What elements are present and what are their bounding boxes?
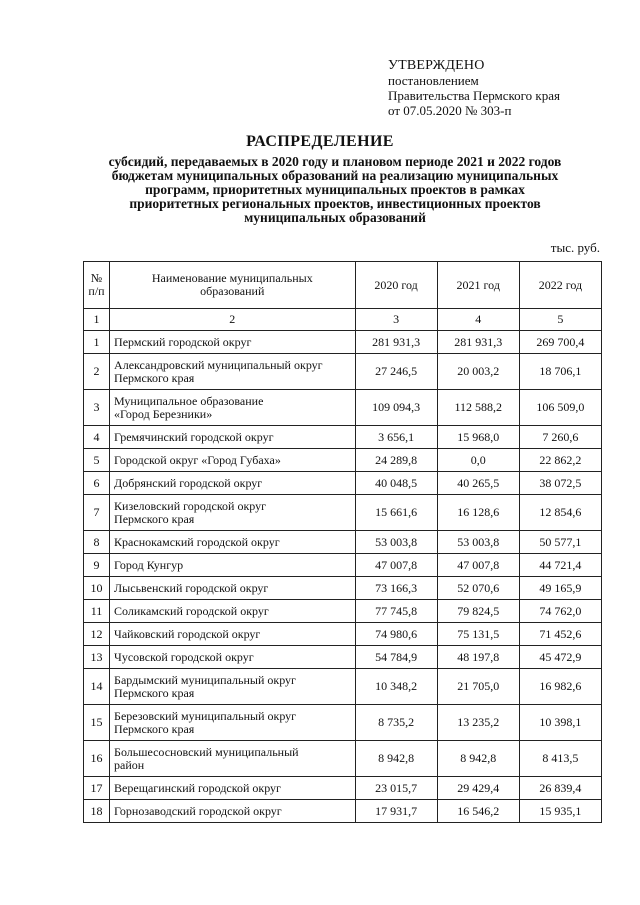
value-2021: 16 128,6 — [437, 495, 519, 531]
value-2020: 27 246,5 — [355, 354, 437, 390]
table-row — [84, 623, 602, 646]
approval-title: УТВЕРЖДЕНО — [388, 58, 485, 73]
value-2022: 16 982,6 — [519, 669, 601, 705]
row-name-line: Пермского края — [114, 511, 195, 526]
subtitle-line: приоритетных региональных проектов, инвестиционных проектов — [129, 196, 541, 211]
value-2022: 269 700,4 — [519, 331, 601, 354]
row-name-line: Чусовской городской округ — [114, 649, 254, 664]
table-row — [84, 800, 602, 823]
row-name-line: Большесосновский муниципальный — [114, 744, 299, 759]
column-index: 1 — [84, 309, 110, 331]
header-name-line: образований — [200, 284, 265, 298]
value-2020: 24 289,8 — [355, 449, 437, 472]
value-2022: 74 762,0 — [519, 600, 601, 623]
row-name — [110, 646, 355, 669]
value-2020: 15 661,6 — [355, 495, 437, 531]
row-number: 15 — [84, 705, 110, 741]
table-row — [84, 669, 602, 705]
value-2021: 13 235,2 — [437, 705, 519, 741]
row-number: 12 — [84, 623, 110, 646]
value-2022: 18 706,1 — [519, 354, 601, 390]
value-2021: 112 588,2 — [437, 390, 519, 426]
value-2021: 20 003,2 — [437, 354, 519, 390]
row-name-line: Добрянский городской округ — [114, 475, 263, 490]
approval-line: постановлением — [388, 73, 479, 88]
value-2021: 75 131,5 — [437, 623, 519, 646]
approval-line: Правительства Пермского края — [388, 88, 560, 103]
value-2021: 40 265,5 — [437, 472, 519, 495]
row-number: 4 — [84, 426, 110, 449]
row-name — [110, 600, 355, 623]
row-name-line: Гремячинский городской округ — [114, 429, 274, 444]
approval-block — [388, 58, 628, 118]
value-2020: 17 931,7 — [355, 800, 437, 823]
table-row — [84, 331, 602, 354]
value-2020: 8 942,8 — [355, 741, 437, 777]
row-name — [110, 800, 355, 823]
row-number: 14 — [84, 669, 110, 705]
row-name-line: Горнозаводский городской округ — [114, 803, 282, 818]
value-2022: 8 413,5 — [519, 741, 601, 777]
value-2022: 10 398,1 — [519, 705, 601, 741]
value-2020: 281 931,3 — [355, 331, 437, 354]
table-header-row — [84, 262, 602, 309]
table-row — [84, 777, 602, 800]
row-number: 13 — [84, 646, 110, 669]
row-name-line: Верещагинский городской округ — [114, 780, 281, 795]
table-row — [84, 449, 602, 472]
value-2021: 79 824,5 — [437, 600, 519, 623]
header-number — [84, 262, 110, 309]
value-2021: 281 931,3 — [437, 331, 519, 354]
table-row — [84, 577, 602, 600]
table-row — [84, 472, 602, 495]
table-row — [84, 354, 602, 390]
value-2021: 16 546,2 — [437, 800, 519, 823]
approval-line: от 07.05.2020 № 303-п — [388, 103, 512, 118]
row-name-line: Краснокамский городской округ — [114, 534, 280, 549]
value-2022: 7 260,6 — [519, 426, 601, 449]
row-number: 1 — [84, 331, 110, 354]
row-number: 11 — [84, 600, 110, 623]
value-2020: 40 048,5 — [355, 472, 437, 495]
column-index: 5 — [519, 309, 601, 331]
value-2022: 106 509,0 — [519, 390, 601, 426]
header-2022: 2022 год — [519, 262, 601, 309]
row-name — [110, 495, 355, 531]
distribution-table — [83, 261, 602, 823]
header-number-line: п/п — [88, 284, 105, 298]
value-2021: 52 070,6 — [437, 577, 519, 600]
header-name-line: Наименование муниципальных — [151, 271, 313, 285]
row-number: 9 — [84, 554, 110, 577]
value-2020: 3 656,1 — [355, 426, 437, 449]
row-name-line: Александровский муниципальный округ — [114, 357, 323, 372]
units-label: тыс. руб. — [550, 240, 600, 255]
table-row — [84, 705, 602, 741]
row-number: 18 — [84, 800, 110, 823]
document-title: РАСПРЕДЕЛЕНИЕ — [246, 133, 394, 150]
value-2020: 53 003,8 — [355, 531, 437, 554]
row-number: 17 — [84, 777, 110, 800]
value-2021: 21 705,0 — [437, 669, 519, 705]
value-2020: 109 094,3 — [355, 390, 437, 426]
row-name — [110, 741, 355, 777]
row-number: 2 — [84, 354, 110, 390]
value-2020: 23 015,7 — [355, 777, 437, 800]
value-2021: 48 197,8 — [437, 646, 519, 669]
row-name — [110, 354, 355, 390]
value-2021: 29 429,4 — [437, 777, 519, 800]
row-name-line: Муниципальное образование — [114, 393, 264, 408]
value-2020: 54 784,9 — [355, 646, 437, 669]
table-row — [84, 600, 602, 623]
value-2021: 53 003,8 — [437, 531, 519, 554]
value-2022: 22 862,2 — [519, 449, 601, 472]
subtitle-line: субсидий, передаваемых в 2020 году и плановом периоде 2021 и 2022 годов — [108, 154, 562, 169]
value-2021: 15 968,0 — [437, 426, 519, 449]
row-number: 5 — [84, 449, 110, 472]
value-2022: 12 854,6 — [519, 495, 601, 531]
header-2021: 2021 год — [437, 262, 519, 309]
row-name — [110, 777, 355, 800]
document-subtitle — [70, 155, 600, 225]
value-2020: 8 735,2 — [355, 705, 437, 741]
header-name — [110, 262, 355, 309]
row-name — [110, 449, 355, 472]
row-name-line: Лысьвенский городской округ — [114, 580, 269, 595]
row-name — [110, 623, 355, 646]
row-name — [110, 390, 355, 426]
row-name — [110, 669, 355, 705]
value-2020: 10 348,2 — [355, 669, 437, 705]
row-name-line: Городской округ «Город Губаха» — [114, 452, 281, 467]
row-name — [110, 554, 355, 577]
row-name — [110, 331, 355, 354]
value-2022: 44 721,4 — [519, 554, 601, 577]
row-name — [110, 705, 355, 741]
row-name-line: Город Кунгур — [114, 557, 184, 572]
row-name — [110, 472, 355, 495]
row-name-line: Кизеловский городской округ — [114, 498, 267, 513]
row-name-line: Пермского края — [114, 721, 195, 736]
value-2021: 8 942,8 — [437, 741, 519, 777]
subtitle-line: программ, приоритетных муниципальных проектов в рамках — [145, 182, 525, 197]
row-name-line: Соликамский городской округ — [114, 603, 269, 618]
table-row — [84, 390, 602, 426]
row-number: 8 — [84, 531, 110, 554]
row-name-line: Чайковский городской округ — [114, 626, 261, 641]
header-number-line: № — [90, 271, 103, 285]
row-name-line: «Город Березники» — [114, 406, 213, 421]
subtitle-line: бюджетам муниципальных образований на реализацию муниципальных — [111, 168, 559, 183]
row-name — [110, 531, 355, 554]
value-2022: 49 165,9 — [519, 577, 601, 600]
column-index: 2 — [110, 309, 355, 331]
row-name-line: район — [114, 757, 145, 772]
value-2022: 71 452,6 — [519, 623, 601, 646]
value-2022: 26 839,4 — [519, 777, 601, 800]
column-index-row — [84, 309, 602, 331]
row-name-line: Березовский муниципальный округ — [114, 708, 297, 723]
table-row — [84, 495, 602, 531]
value-2020: 74 980,6 — [355, 623, 437, 646]
value-2021: 0,0 — [437, 449, 519, 472]
value-2021: 47 007,8 — [437, 554, 519, 577]
table-row — [84, 426, 602, 449]
value-2022: 15 935,1 — [519, 800, 601, 823]
row-number: 7 — [84, 495, 110, 531]
value-2022: 45 472,9 — [519, 646, 601, 669]
row-name-line: Пермского края — [114, 370, 195, 385]
row-number: 16 — [84, 741, 110, 777]
value-2020: 77 745,8 — [355, 600, 437, 623]
row-name-line: Бардымский муниципальный округ — [114, 672, 296, 687]
column-index: 4 — [437, 309, 519, 331]
subtitle-line: муниципальных образований — [244, 210, 426, 225]
header-2020: 2020 год — [355, 262, 437, 309]
row-name — [110, 426, 355, 449]
row-name — [110, 577, 355, 600]
table-row — [84, 554, 602, 577]
value-2020: 47 007,8 — [355, 554, 437, 577]
value-2020: 73 166,3 — [355, 577, 437, 600]
table-row — [84, 531, 602, 554]
value-2022: 38 072,5 — [519, 472, 601, 495]
row-number: 6 — [84, 472, 110, 495]
column-index: 3 — [355, 309, 437, 331]
value-2022: 50 577,1 — [519, 531, 601, 554]
row-number: 3 — [84, 390, 110, 426]
row-name-line: Пермский городской округ — [114, 334, 252, 349]
row-name-line: Пермского края — [114, 685, 195, 700]
table-row — [84, 741, 602, 777]
table-row — [84, 646, 602, 669]
row-number: 10 — [84, 577, 110, 600]
